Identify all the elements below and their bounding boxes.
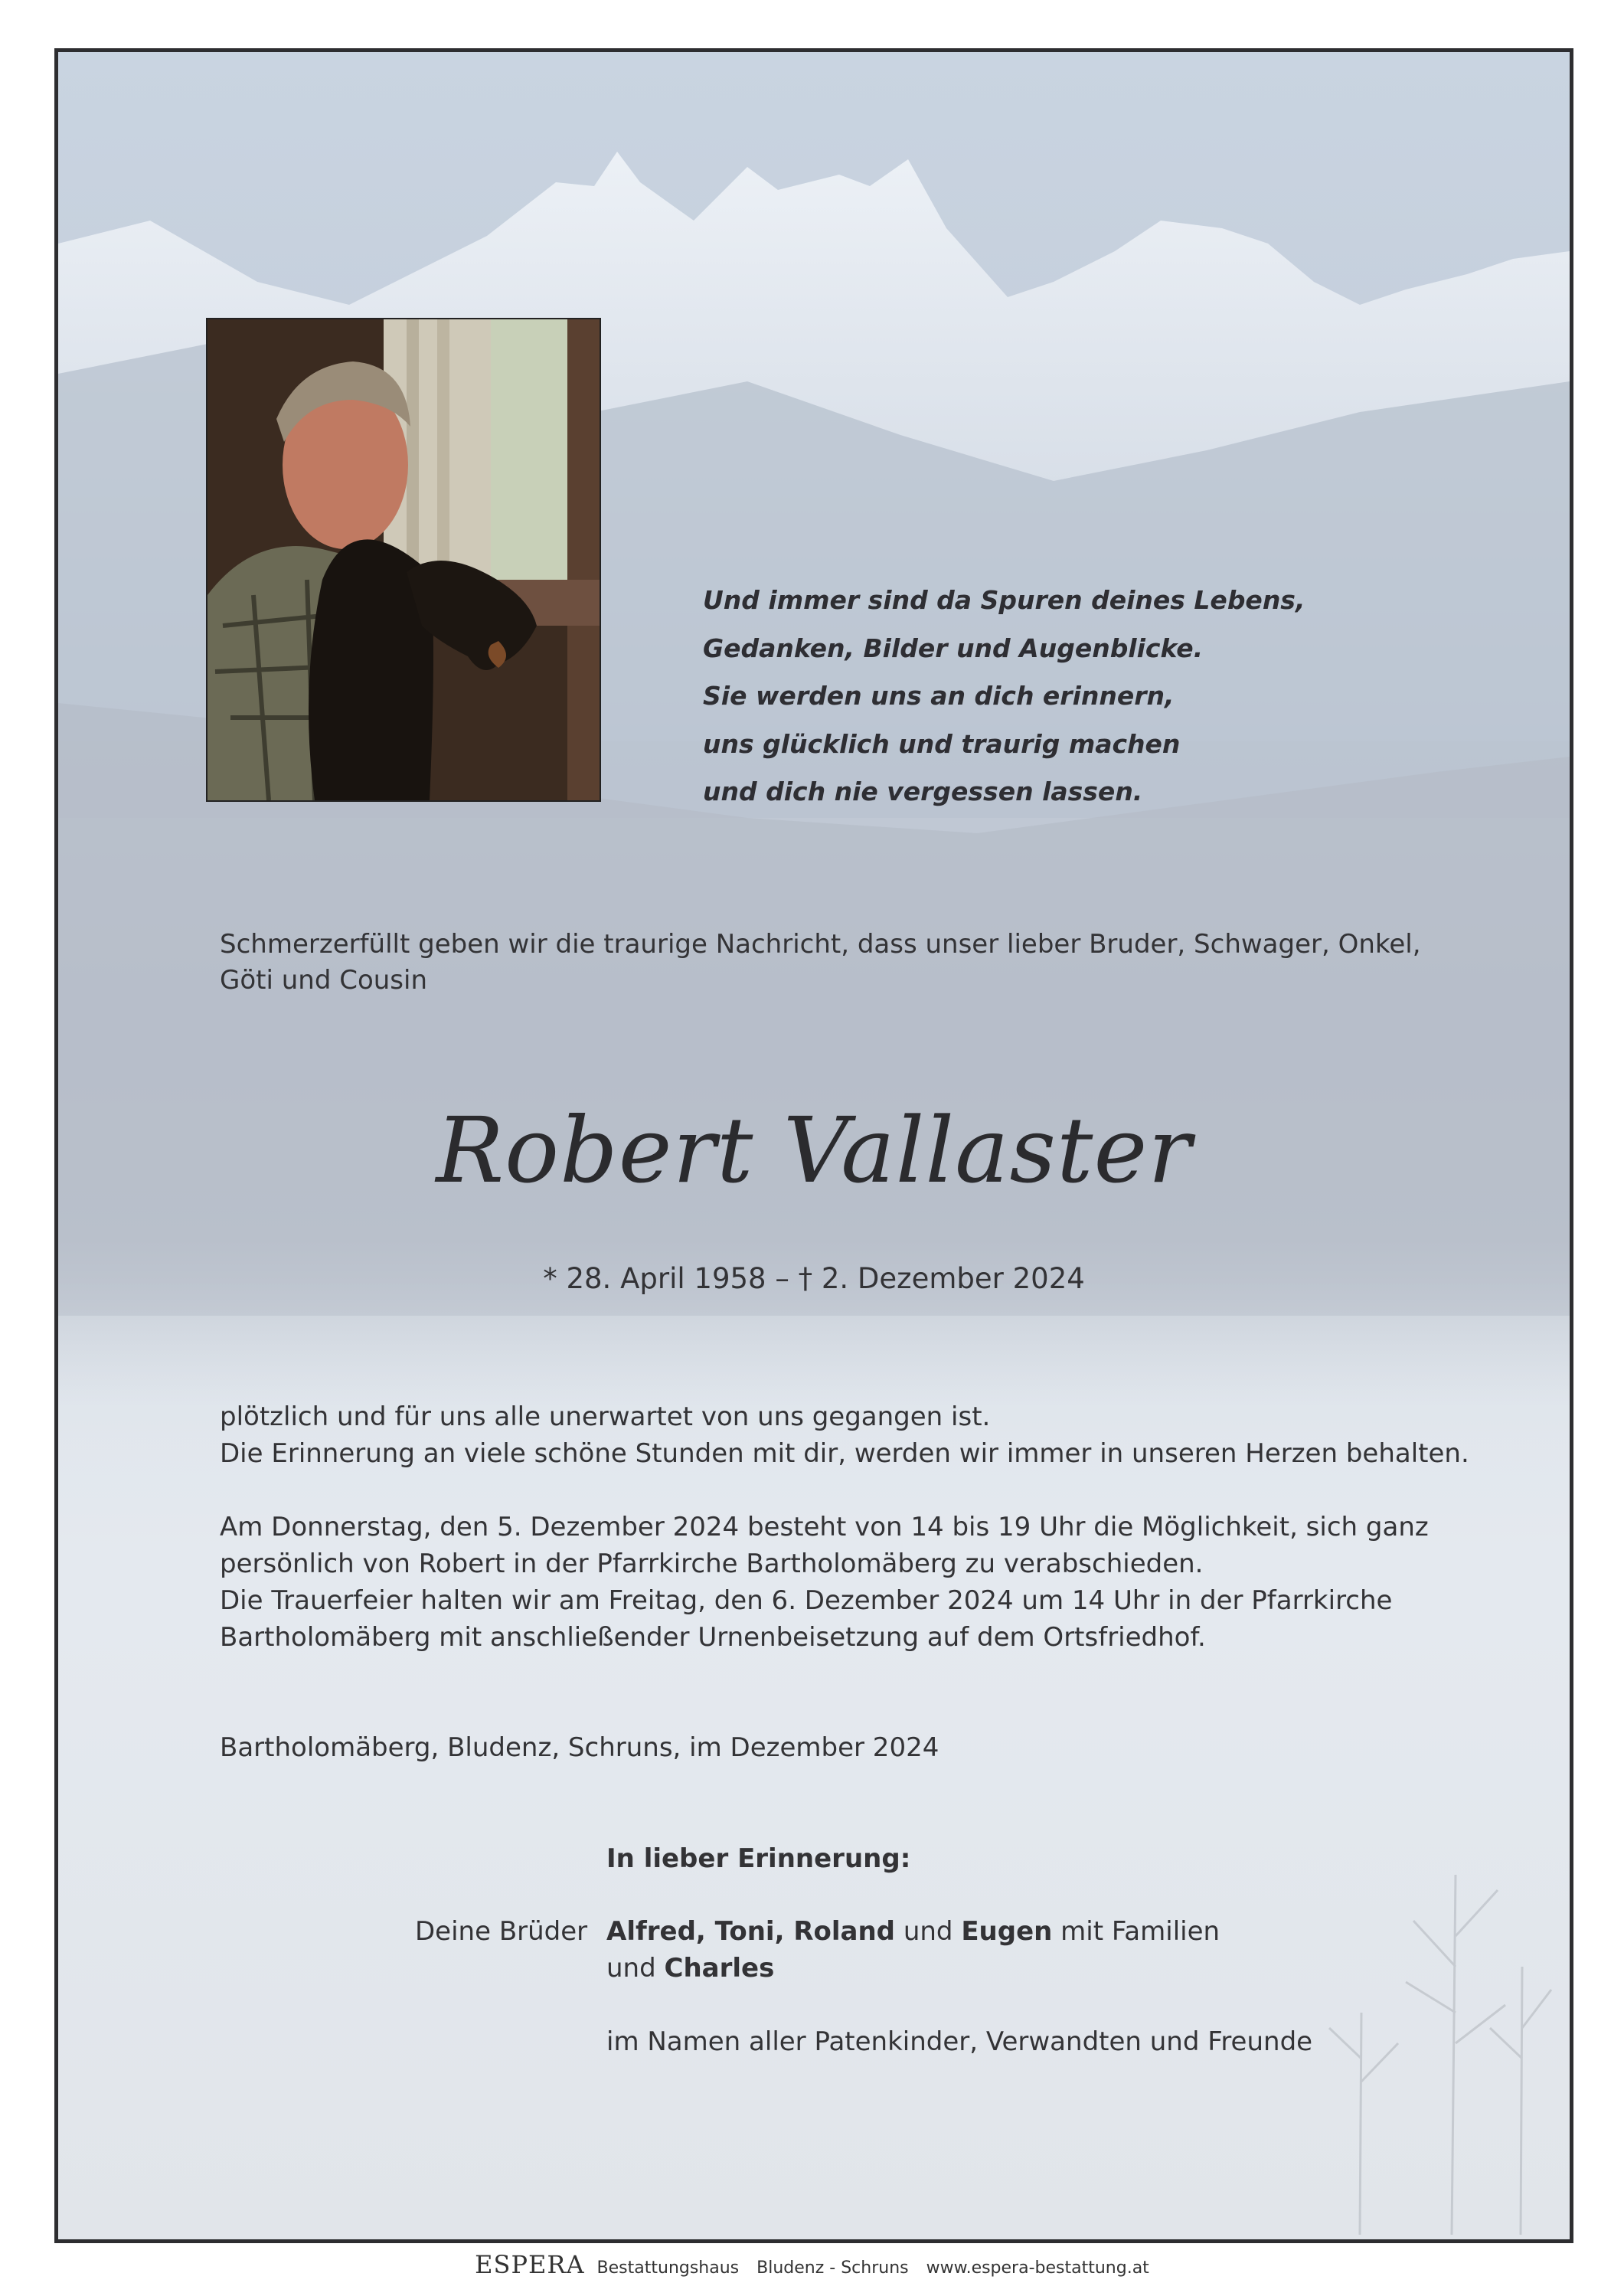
footer-brand: ESPERA xyxy=(475,2250,585,2279)
place-date: Bartholomäberg, Bludenz, Schruns, im Dezember 2024 xyxy=(220,1732,939,1763)
poem-line: Sie werden uns an dich erinnern, xyxy=(703,681,1175,711)
poem xyxy=(703,577,1305,816)
body-p1-line1: plötzlich und für uns alle unerwartet von uns gegangen ist. xyxy=(220,1401,991,1432)
intro-line-1: Schmerzerfüllt geben wir die traurige Nachricht, dass unser lieber Bruder, Schwager, Onkel, xyxy=(220,929,1421,960)
poem-line: Gedanken, Bilder und Augenblicke. xyxy=(703,633,1204,663)
deceased-name: Robert Vallaster xyxy=(436,1097,1192,1203)
body-p2-line4: Bartholomäberg mit anschließender Urnenbeisetzung auf dem Ortsfriedhof. xyxy=(220,1622,1206,1653)
footer-company: Bestattungshaus xyxy=(596,2258,740,2278)
intro-line-2: Göti und Cousin xyxy=(220,965,428,996)
body-p1-line2: Die Erinnerung an viele schöne Stunden mit dir, werden wir immer in unseren Herzen behalten. xyxy=(220,1438,1469,1469)
poem-line: Und immer sind da Spuren deines Lebens, xyxy=(703,585,1305,615)
mourners-and-1: und xyxy=(895,1916,962,1947)
mourners-names-1: Alfred, Toni, Roland xyxy=(606,1916,896,1947)
footer-locations: Bludenz - Schruns xyxy=(756,2258,909,2278)
mourners-names-3: Charles xyxy=(664,1953,775,1984)
body-p2-line3: Die Trauerfeier halten wir am Freitag, den 6. Dezember 2024 um 14 Uhr in der Pfarrkirche xyxy=(220,1585,1393,1616)
obituary-frame xyxy=(54,48,1573,2243)
body-p2-line1: Am Donnerstag, den 5. Dezember 2024 besteht von 14 bis 19 Uhr die Möglichkeit, sich ganz xyxy=(220,1512,1429,1542)
footer-website[interactable]: www.espera-bestattung.at xyxy=(926,2258,1149,2278)
poem-line: uns glücklich und traurig machen xyxy=(703,728,1181,759)
body-p2-line2: persönlich von Robert in der Pfarrkirche Bartholomäberg zu verabschieden. xyxy=(220,1549,1204,1579)
footer xyxy=(0,2250,1624,2279)
portrait-photo xyxy=(206,318,601,802)
mourners-suffix-1: mit Familien xyxy=(1052,1916,1220,1947)
mourners-names-2: Eugen xyxy=(961,1916,1053,1947)
mourners-heading: In lieber Erinnerung: xyxy=(606,1843,911,1874)
mourners-line-2 xyxy=(606,1950,774,1987)
mourners-closing: im Namen aller Patenkinder, Verwandten und Freunde xyxy=(606,2026,1313,2057)
mourners-label: Deine Brüder xyxy=(415,1916,588,1947)
mourners-and-2: und xyxy=(606,1953,665,1984)
life-dates: * 28. April 1958 – † 2. Dezember 2024 xyxy=(543,1262,1085,1295)
mourners-line-1 xyxy=(606,1913,1220,1950)
poem-line: und dich nie vergessen lassen. xyxy=(703,777,1143,806)
